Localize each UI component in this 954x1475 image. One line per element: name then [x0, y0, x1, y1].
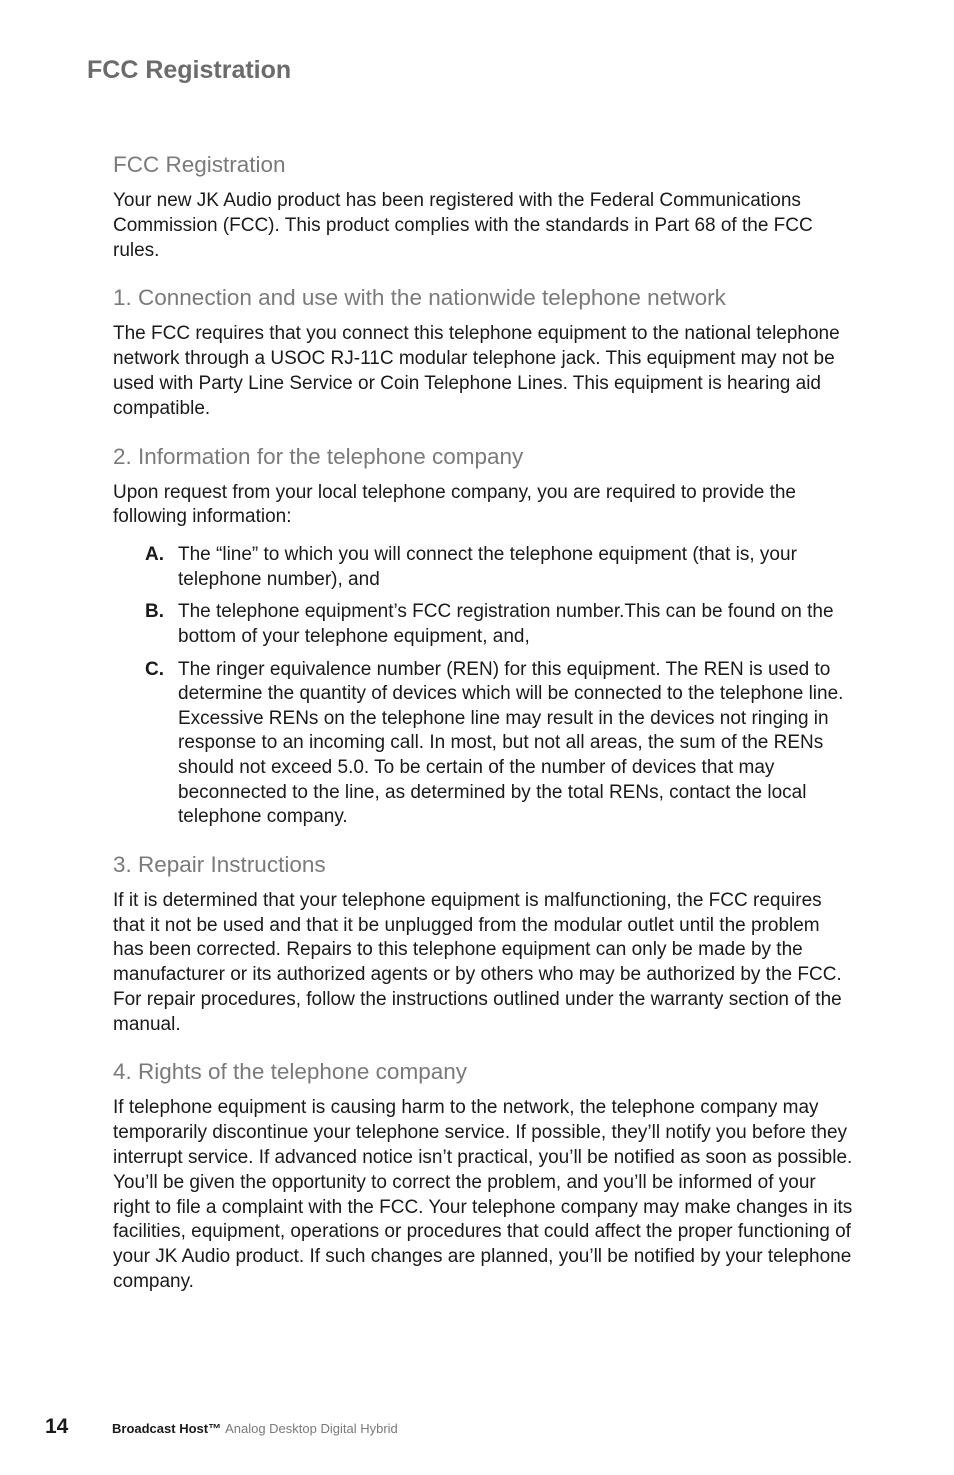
list-item-text: The “line” to which you will connect the telephone equipment (that is, your telephone number), and [178, 544, 797, 590]
section-heading: 1. Connection and use with the nationwide telephone network [113, 285, 726, 311]
section-paragraph: Upon request from your local telephone company, you are required to provide the following information: [113, 481, 796, 528]
section-heading: 3. Repair Instructions [113, 851, 326, 877]
list-item [145, 600, 853, 649]
list-marker: B. [145, 601, 164, 623]
section-paragraph: If telephone equipment is causing harm to the network, the telephone company may temporarily discontinue your telephone service. If possible, they’ll notify you before they interrupt service. If advanced notice isn’t practical, you’ll be notified as soon as possible. You’ll be given the opportunity to correct the problem, and you’ll be informed of your right to file a complaint with the FCC. Your telephone company may make changes in its facilities, equipment, operations or procedures that could affect the proper functioning of your JK Audio product. If such changes are planned, you’ll be notified by your telephone company. [113, 1097, 853, 1293]
section-fcc-registration [113, 150, 853, 263]
document-body [113, 150, 853, 1315]
list-marker: C. [145, 658, 164, 680]
section-paragraph: If it is determined that your telephone equipment is malfunctioning, the FCC requires that it not be used and that it be unplugged from the modular outlet until the problem has been corrected. Repairs to this telephone equipment can only be made by the manufacturer or its authorized agents or by others who may be authorized by the FCC. For repair procedures, follow the instructions outlined under the warranty section of the manual. [113, 889, 842, 1035]
page-number: 14 [45, 1415, 69, 1438]
section-information-for-telephone-company [113, 442, 853, 830]
list-item [145, 543, 853, 592]
footer-product-name: Broadcast Host™ [112, 1421, 222, 1436]
footer-product-subtitle: Analog Desktop Digital Hybrid [225, 1421, 398, 1436]
section-rights-of-telephone-company [113, 1057, 853, 1294]
section-paragraph: Your new JK Audio product has been registered with the Federal Communications Commission (FCC). This product complies with the standards in Part 68 of the FCC rules. [113, 190, 813, 261]
page-footer [45, 1415, 398, 1439]
section-heading: 2. Information for the telephone company [113, 443, 524, 469]
list-item [145, 658, 853, 830]
section-heading: FCC Registration [113, 152, 286, 177]
section-heading: 4. Rights of the telephone company [113, 1059, 467, 1085]
page-title: FCC Registration [87, 56, 292, 84]
information-list [113, 543, 853, 830]
section-connection-and-use [113, 283, 853, 421]
section-paragraph: The FCC requires that you connect this telephone equipment to the national telephone network through a USOC RJ-11C modular telephone jack. This equipment may not be used with Party Line Service or Coin Telephone Lines. This equipment is hearing aid compatible. [113, 323, 840, 419]
list-item-text: The ringer equivalence number (REN) for this equipment. The REN is used to determine the quantity of devices which will be connected to the telephone line. Excessive RENs on the telephone line may result in the devices not ringing in response to an incoming call. In most, but not all areas, the sum of the RENs should not exceed 5.0. To be certain of the number of devices that may beconnected to the line, as determined by the total RENs, contact the local telephone company. [178, 658, 844, 828]
list-item-text: The telephone equipment’s FCC registration number.This can be found on the bottom of your telephone equipment, and, [178, 601, 834, 647]
section-repair-instructions [113, 850, 853, 1038]
list-marker: A. [145, 544, 164, 566]
